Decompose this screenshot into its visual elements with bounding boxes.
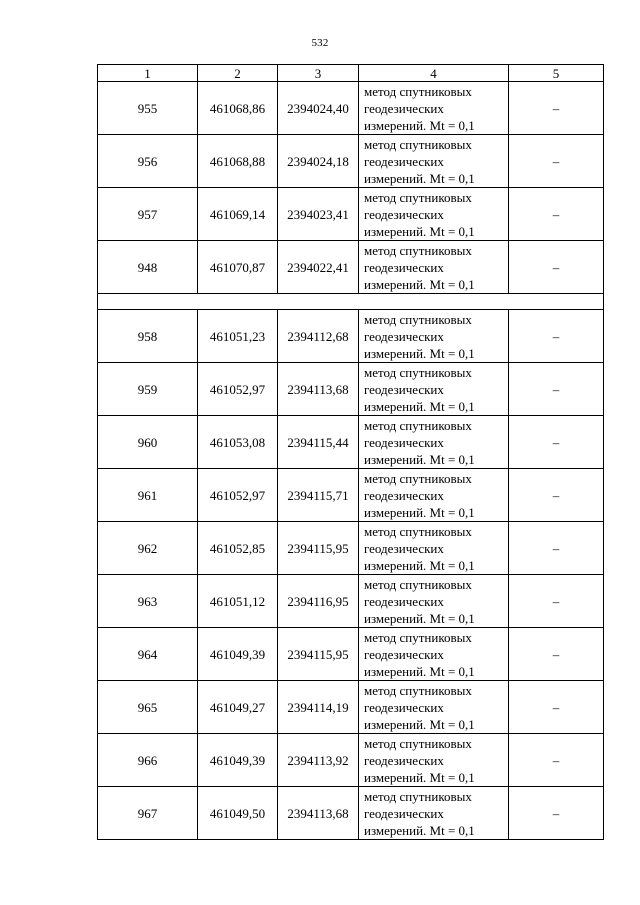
- column-5-dash-cell: –: [509, 628, 604, 681]
- x-coordinate-cell: 461051,12: [198, 575, 278, 628]
- column-5-dash-cell: –: [509, 469, 604, 522]
- method-cell: [359, 469, 509, 522]
- point-number-cell: 963: [98, 575, 198, 628]
- method-line: геодезических: [364, 100, 444, 116]
- group-separator-row: [98, 294, 604, 310]
- x-coordinate-cell: 461068,86: [198, 82, 278, 135]
- column-5-dash-cell: –: [509, 734, 604, 787]
- x-coordinate-cell: 461052,97: [198, 469, 278, 522]
- point-number-cell: 948: [98, 241, 198, 294]
- table-row: [98, 416, 604, 469]
- method-cell: [359, 310, 509, 363]
- method-line: метод спутниковых: [364, 523, 472, 539]
- table-row: [98, 82, 604, 135]
- x-coordinate-cell: 461051,23: [198, 310, 278, 363]
- method-cell: [359, 787, 509, 840]
- y-coordinate-cell: 2394112,68: [278, 310, 359, 363]
- table-body: [98, 65, 604, 840]
- method-line: метод спутниковых: [364, 629, 472, 645]
- x-coordinate-cell: 461049,39: [198, 734, 278, 787]
- method-cell: [359, 522, 509, 575]
- x-coordinate-cell: 461070,87: [198, 241, 278, 294]
- method-line: измерений. Mt = 0,1: [364, 504, 475, 520]
- point-number-cell: 960: [98, 416, 198, 469]
- method-line: метод спутниковых: [364, 788, 472, 804]
- y-coordinate-cell: 2394113,92: [278, 734, 359, 787]
- table-row: [98, 575, 604, 628]
- column-5-dash-cell: –: [509, 188, 604, 241]
- y-coordinate-cell: 2394022,41: [278, 241, 359, 294]
- method-line: метод спутниковых: [364, 735, 472, 751]
- point-number-cell: 964: [98, 628, 198, 681]
- column-5-dash-cell: –: [509, 241, 604, 294]
- point-number-cell: 957: [98, 188, 198, 241]
- column-5-dash-cell: –: [509, 135, 604, 188]
- table-row: [98, 188, 604, 241]
- y-coordinate-cell: 2394113,68: [278, 363, 359, 416]
- point-number-cell: 959: [98, 363, 198, 416]
- table-row: [98, 310, 604, 363]
- column-header-3: 3: [278, 65, 359, 82]
- column-header-5: 5: [509, 65, 604, 82]
- method-line: метод спутниковых: [364, 576, 472, 592]
- point-number-cell: 967: [98, 787, 198, 840]
- table-row: [98, 135, 604, 188]
- method-cell: [359, 681, 509, 734]
- column-header-2: 2: [198, 65, 278, 82]
- table-row: [98, 681, 604, 734]
- table-row: [98, 734, 604, 787]
- x-coordinate-cell: 461068,88: [198, 135, 278, 188]
- point-number-cell: 955: [98, 82, 198, 135]
- x-coordinate-cell: 461052,85: [198, 522, 278, 575]
- method-line: измерений. Mt = 0,1: [364, 223, 475, 239]
- table-row: [98, 628, 604, 681]
- point-number-cell: 962: [98, 522, 198, 575]
- y-coordinate-cell: 2394115,95: [278, 628, 359, 681]
- method-line: метод спутниковых: [364, 83, 472, 99]
- method-line: измерений. Mt = 0,1: [364, 610, 475, 626]
- method-line: измерений. Mt = 0,1: [364, 276, 475, 292]
- y-coordinate-cell: 2394115,44: [278, 416, 359, 469]
- method-cell: [359, 575, 509, 628]
- method-line: геодезических: [364, 434, 444, 450]
- method-line: метод спутниковых: [364, 136, 472, 152]
- method-cell: [359, 135, 509, 188]
- table-row: [98, 522, 604, 575]
- y-coordinate-cell: 2394115,71: [278, 469, 359, 522]
- y-coordinate-cell: 2394023,41: [278, 188, 359, 241]
- method-line: измерений. Mt = 0,1: [364, 170, 475, 186]
- method-line: измерений. Mt = 0,1: [364, 398, 475, 414]
- column-5-dash-cell: –: [509, 82, 604, 135]
- table-row: [98, 469, 604, 522]
- method-line: метод спутниковых: [364, 470, 472, 486]
- method-line: измерений. Mt = 0,1: [364, 716, 475, 732]
- method-line: геодезических: [364, 328, 444, 344]
- x-coordinate-cell: 461053,08: [198, 416, 278, 469]
- x-coordinate-cell: 461069,14: [198, 188, 278, 241]
- y-coordinate-cell: 2394113,68: [278, 787, 359, 840]
- y-coordinate-cell: 2394024,18: [278, 135, 359, 188]
- point-number-cell: 961: [98, 469, 198, 522]
- method-line: метод спутниковых: [364, 242, 472, 258]
- method-line: геодезических: [364, 259, 444, 275]
- method-line: геодезических: [364, 381, 444, 397]
- point-number-cell: 958: [98, 310, 198, 363]
- x-coordinate-cell: 461052,97: [198, 363, 278, 416]
- method-cell: [359, 628, 509, 681]
- point-number-cell: 965: [98, 681, 198, 734]
- method-cell: [359, 416, 509, 469]
- method-line: геодезических: [364, 646, 444, 662]
- method-cell: [359, 734, 509, 787]
- method-line: измерений. Mt = 0,1: [364, 117, 475, 133]
- method-line: геодезических: [364, 593, 444, 609]
- point-number-cell: 966: [98, 734, 198, 787]
- table-row: [98, 787, 604, 840]
- method-line: метод спутниковых: [364, 682, 472, 698]
- x-coordinate-cell: 461049,39: [198, 628, 278, 681]
- x-coordinate-cell: 461049,27: [198, 681, 278, 734]
- method-line: геодезических: [364, 699, 444, 715]
- column-5-dash-cell: –: [509, 363, 604, 416]
- method-line: измерений. Mt = 0,1: [364, 557, 475, 573]
- y-coordinate-cell: 2394116,95: [278, 575, 359, 628]
- column-header-4: 4: [359, 65, 509, 82]
- column-5-dash-cell: –: [509, 416, 604, 469]
- method-line: геодезических: [364, 540, 444, 556]
- column-5-dash-cell: –: [509, 681, 604, 734]
- table-row: [98, 363, 604, 416]
- method-cell: [359, 363, 509, 416]
- coordinates-table: [97, 64, 604, 840]
- group-separator-cell: [98, 294, 604, 310]
- column-5-dash-cell: –: [509, 787, 604, 840]
- y-coordinate-cell: 2394114,19: [278, 681, 359, 734]
- method-line: измерений. Mt = 0,1: [364, 451, 475, 467]
- column-header-1: 1: [98, 65, 198, 82]
- method-line: измерений. Mt = 0,1: [364, 345, 475, 361]
- table-row: [98, 241, 604, 294]
- method-line: геодезических: [364, 752, 444, 768]
- point-number-cell: 956: [98, 135, 198, 188]
- method-line: метод спутниковых: [364, 311, 472, 327]
- method-line: измерений. Mt = 0,1: [364, 663, 475, 679]
- column-5-dash-cell: –: [509, 310, 604, 363]
- method-cell: [359, 241, 509, 294]
- y-coordinate-cell: 2394024,40: [278, 82, 359, 135]
- method-line: метод спутниковых: [364, 189, 472, 205]
- page-number: 532: [311, 37, 329, 49]
- method-cell: [359, 82, 509, 135]
- column-5-dash-cell: –: [509, 575, 604, 628]
- method-line: геодезических: [364, 487, 444, 503]
- method-line: геодезических: [364, 153, 444, 169]
- method-line: измерений. Mt = 0,1: [364, 822, 475, 838]
- table-header-row: [98, 65, 604, 82]
- method-line: метод спутниковых: [364, 417, 472, 433]
- method-line: измерений. Mt = 0,1: [364, 769, 475, 785]
- x-coordinate-cell: 461049,50: [198, 787, 278, 840]
- method-line: метод спутниковых: [364, 364, 472, 380]
- method-line: геодезических: [364, 805, 444, 821]
- method-line: геодезических: [364, 206, 444, 222]
- method-cell: [359, 188, 509, 241]
- column-5-dash-cell: –: [509, 522, 604, 575]
- y-coordinate-cell: 2394115,95: [278, 522, 359, 575]
